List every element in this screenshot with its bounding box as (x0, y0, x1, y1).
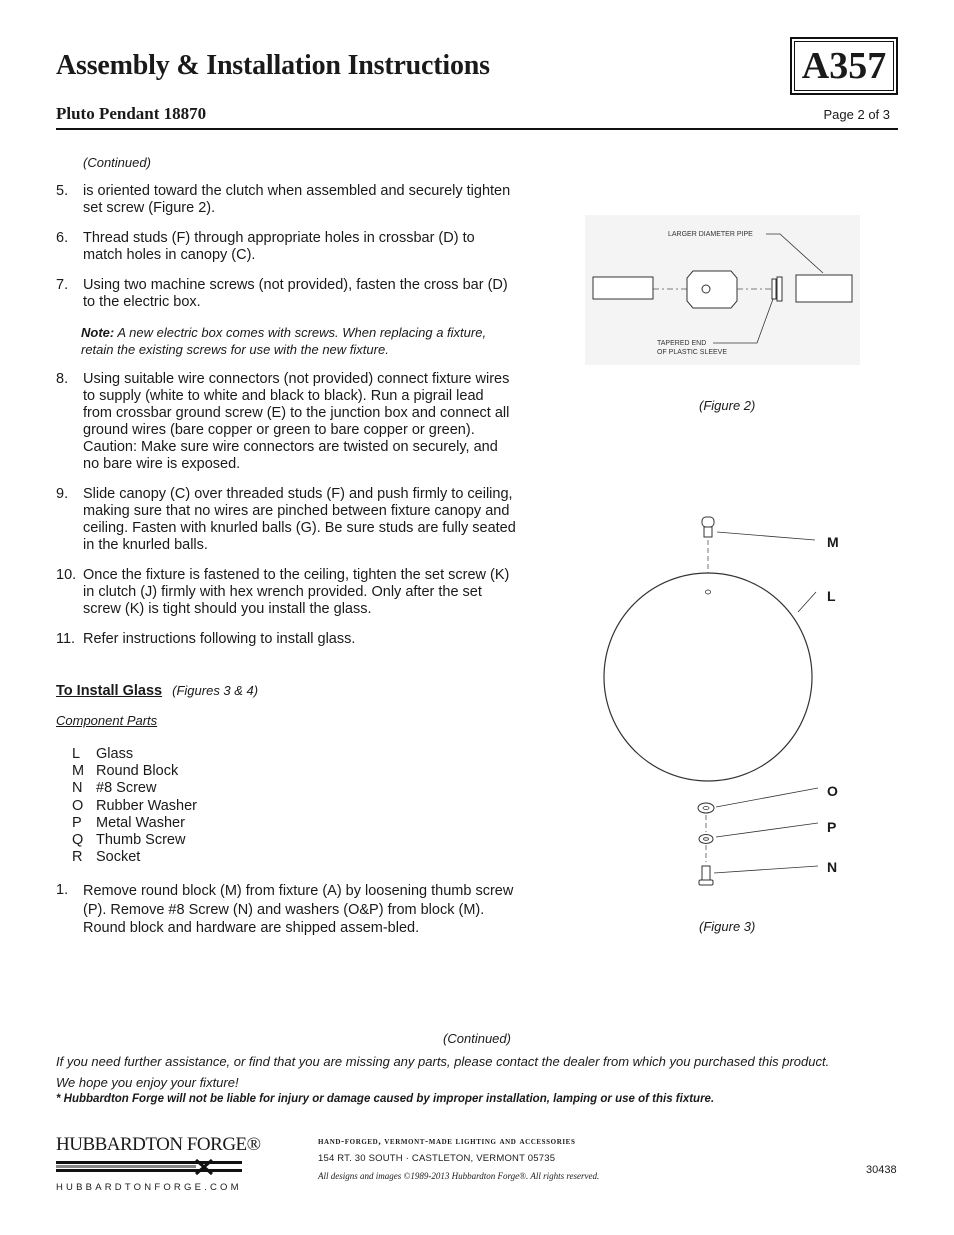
label-larger-diameter-pipe: LARGER DIAMETER PIPE (668, 231, 753, 238)
header-divider (56, 128, 898, 130)
step-number: 6. (56, 230, 69, 246)
glass-l-shape (604, 573, 812, 781)
assistance-line-2: We hope you enjoy your fixture! (56, 1075, 239, 1090)
leader-line-p (716, 823, 818, 837)
part-letter: P (72, 814, 82, 831)
step-number: 9. (56, 486, 69, 502)
step-text: Using two machine screws (not provided), fasten the cross bar (D) to the electric box. (83, 277, 508, 310)
label-tapered-end: TAPERED END (657, 340, 707, 347)
list-item (72, 832, 516, 849)
leader-line-l (798, 592, 816, 612)
small-pipe-shape (593, 277, 653, 299)
step-text: is oriented toward the clutch when assembled and securely tighten set screw (Figure 2). (83, 183, 511, 216)
part-name: Glass (96, 746, 134, 762)
step-text: Using suitable wire connectors (not provided) connect fixture wires to supply (white to white and black to black). Run a pigrail lead from crossbar ground screw (E) to the junction box and connect all ground wires (bare copper or green to bare copper or green). Caution: Make sure wire connectors are twisted on securely, and no bare wire is exposed. (83, 371, 510, 472)
parts-list (72, 746, 516, 866)
brand-logo (56, 1134, 261, 1193)
label-p: P (827, 819, 837, 835)
step-item (56, 631, 516, 648)
step-text: Once the fixture is fastened to the ceiling, tighten the set screw (K) in clutch (J) firmly with hex wrench provided. Only after the set screw (K) is tight should you install the glass. (83, 567, 510, 617)
leader-line-n (714, 866, 818, 873)
part-name: #8 Screw (96, 780, 157, 797)
step-number: 1. (56, 882, 69, 899)
note-label: Note: (81, 325, 115, 340)
rubber-washer-o-shape (698, 803, 714, 813)
part-letter: R (72, 849, 83, 866)
label-o: O (827, 783, 838, 799)
list-item (72, 798, 516, 815)
product-subtitle: Pluto Pendant 18870 (56, 104, 207, 123)
part-name: Round Block (96, 763, 179, 780)
note-text: A new electric box comes with screws. When replacing a fixture, retain the existing screws for use with the new fixture. (81, 325, 487, 357)
instructions-column (56, 154, 516, 951)
component-parts-title: Component Parts (56, 713, 158, 728)
leader-line-m (717, 532, 815, 540)
part-letter: N (72, 780, 83, 797)
footer-continued: (Continued) (443, 1031, 511, 1046)
list-item (72, 763, 516, 780)
brand-url: HUBBARDTONFORGE.COM (56, 1182, 242, 1193)
step-number: 5. (56, 183, 69, 199)
assistance-text (56, 1051, 916, 1093)
round-block-m-stem (704, 527, 712, 537)
part-name: Thumb Screw (96, 832, 186, 849)
part-name: Rubber Washer (96, 797, 198, 814)
step-text: Remove round block (M) from fixture (A) by loosening thumb screw (P). Remove #8 Screw (N) and washers (O&P) from block (M). Round block and hardware are shipped assem-bled. (83, 883, 514, 937)
step-item (56, 486, 516, 554)
plastic-sleeve-shape (772, 279, 776, 299)
step-number: 8. (56, 371, 69, 387)
brand-name: HUBBARDTON FORGE® (56, 1134, 261, 1155)
list-item (72, 849, 516, 866)
part-letter: M (72, 763, 85, 780)
figure-3-diagram (590, 510, 860, 895)
instruction-code-box (790, 37, 898, 95)
glass-heading-ref: (Figures 3 & 4) (172, 683, 259, 698)
step-item (56, 371, 516, 473)
glass-section-heading (56, 682, 516, 700)
glass-heading: To Install Glass (56, 683, 163, 699)
figure-2-diagram (585, 215, 860, 365)
assistance-line-1: If you need further assistance, or find that you are missing any parts, please contact the dealer from which you purchased this product. (56, 1054, 830, 1069)
list-item (72, 815, 516, 832)
part-letter: O (72, 797, 84, 814)
continued-label: (Continued) (83, 155, 151, 170)
company-address-block (318, 1137, 599, 1181)
figure-3-caption: (Figure 3) (699, 919, 756, 934)
step-number: 10. (56, 567, 77, 583)
figure-2-caption: (Figure 2) (699, 398, 756, 413)
step-item (56, 277, 516, 311)
leader-line-o (716, 788, 818, 807)
step-item (56, 183, 516, 217)
forged-bar-icon (56, 1158, 242, 1176)
metal-washer-p-shape (699, 835, 713, 844)
step-item (56, 882, 516, 938)
part-name: Metal Washer (96, 814, 185, 831)
document-number: 30438 (866, 1164, 897, 1176)
plastic-sleeve-shape (777, 277, 782, 301)
label-n: N (827, 859, 838, 875)
screw-n-shank (702, 866, 710, 880)
step-text: Slide canopy (C) over threaded studs (F) and push firmly to ceiling, making sure that no wires are pinched between fixture canopy and ceiling. Fasten with knurled balls (G). Be sure studs are fully seated in the knurled balls. (83, 486, 516, 553)
part-letter: Q (72, 832, 84, 849)
company-tagline: hand-forged, vermont-made lighting and accessories (318, 1137, 576, 1147)
label-l: L (827, 588, 836, 604)
copyright-text: All designs and images ©1989-2013 Hubbardton Forge®. All rights reserved. (318, 1171, 600, 1181)
step-item (56, 230, 516, 264)
step-number: 7. (56, 277, 69, 293)
screw-n-head (699, 880, 713, 885)
page-title: Assembly & Installation Instructions (56, 50, 490, 81)
label-plastic-sleeve: OF PLASTIC SLEEVE (657, 349, 728, 356)
step-text: Thread studs (F) through appropriate holes in crossbar (D) to match holes in canopy (C). (83, 230, 475, 263)
page-number: Page 2 of 3 (823, 107, 890, 122)
instruction-code: A357 (794, 41, 894, 91)
note-block (81, 324, 516, 358)
large-pipe-shape (796, 275, 852, 302)
list-item (72, 746, 516, 763)
step-text: Refer instructions following to install glass. (83, 631, 356, 647)
liability-disclaimer: * Hubbardton Forge will not be liable for injury or damage caused by improper installation, lamping or use of this fixture. (56, 1093, 715, 1105)
label-m: M (827, 534, 839, 550)
company-address: 154 RT. 30 SOUTH · CASTLETON, VERMONT 05735 (318, 1153, 556, 1164)
clutch-shape (687, 271, 737, 308)
part-name: Socket (96, 849, 141, 866)
part-letter: L (72, 746, 81, 762)
step-number: 11. (56, 631, 76, 647)
round-block-m-shape (702, 517, 714, 527)
step-item (56, 567, 516, 618)
list-item (72, 780, 516, 797)
